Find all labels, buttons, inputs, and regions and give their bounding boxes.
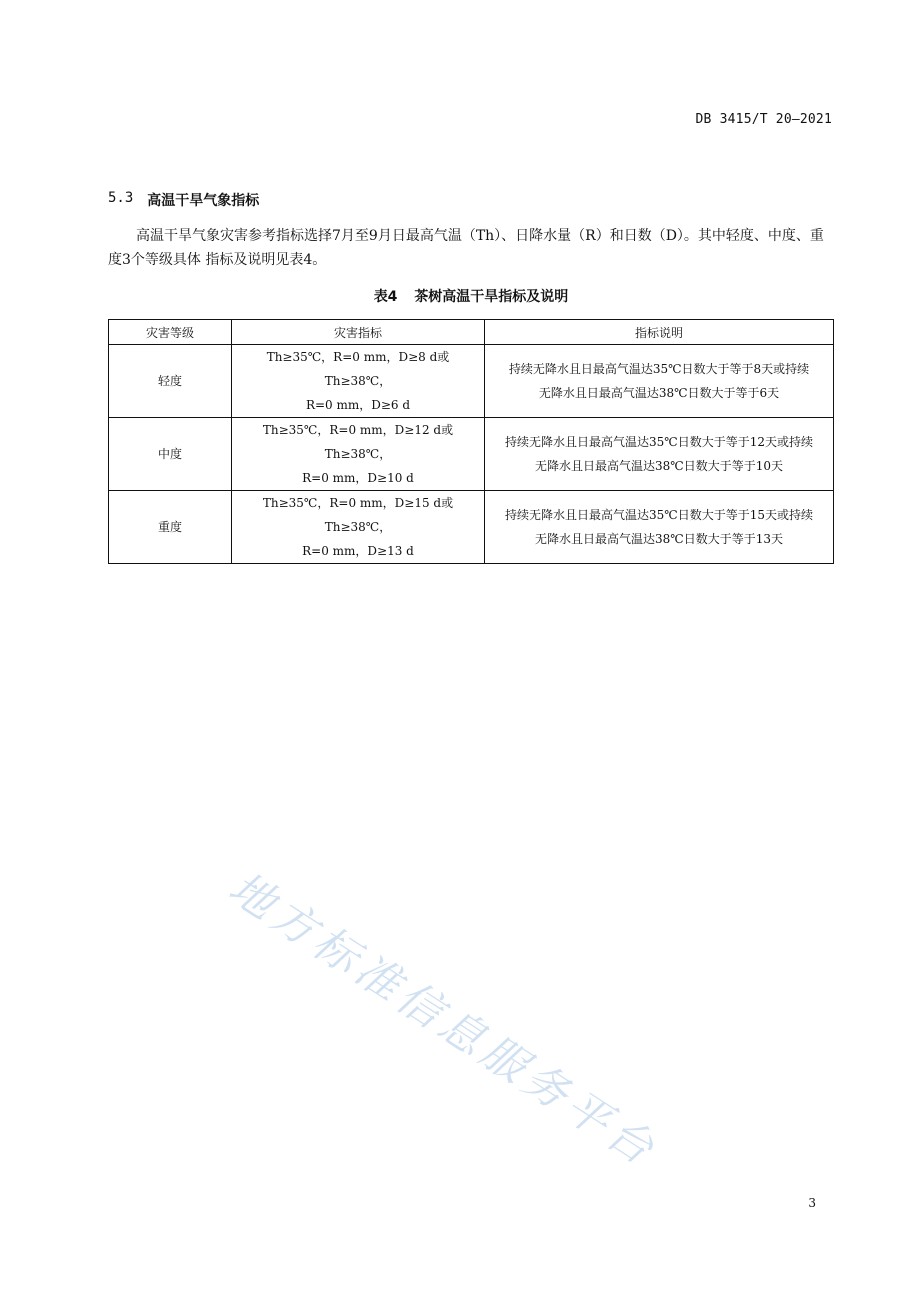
description-line: 持续无降水且日最高气温达35℃日数大于等于15天或持续 [505,508,813,522]
section-heading [108,190,259,210]
description-line: 无降水且日最高气温达38℃日数大于等于13天 [535,532,783,546]
indicator-line: R=0 mm，D≥10 d [302,471,414,485]
document-code: DB 3415/T 20—2021 [695,112,832,127]
indicator-line: Th≥35℃，R=0 mm，D≥15 d或Th≥38℃， [262,496,454,534]
description-line: 无降水且日最高气温达38℃日数大于等于10天 [535,459,783,473]
table-row [109,418,834,491]
description-cell [485,491,834,564]
page-number: 3 [808,1196,816,1210]
description-line: 持续无降水且日最高气温达35℃日数大于等于8天或持续 [508,362,810,376]
indicator-cell [232,418,485,491]
indicator-line: Th≥35℃，R=0 mm，D≥8 d或Th≥38℃， [266,350,450,388]
indicator-table [108,319,834,564]
section-title: 高温干旱气象指标 [147,193,260,209]
indicator-cell [232,345,485,418]
header-level: 灾害等级 [109,320,232,345]
level-cell: 中度 [109,418,232,491]
indicator-line: R=0 mm，D≥6 d [305,398,411,412]
indicator-line: Th≥35℃，R=0 mm，D≥12 d或Th≥38℃， [262,423,454,461]
indicator-line: R=0 mm，D≥13 d [302,544,414,558]
table-caption-title: 茶树高温干旱指标及说明 [414,289,569,305]
table-caption-label: 表4 [373,289,398,305]
header-indicator: 灾害指标 [232,320,485,345]
table-header-row [109,320,834,345]
description-line: 无降水且日最高气温达38℃日数大于等于6天 [538,386,780,400]
description-line: 持续无降水且日最高气温达35℃日数大于等于12天或持续 [505,435,813,449]
level-cell: 轻度 [109,345,232,418]
table-row [109,345,834,418]
indicator-cell [232,491,485,564]
description-cell [485,345,834,418]
description-cell [485,418,834,491]
section-paragraph: 高温干旱气象灾害参考指标选择7月至9月日最高气温（Th）、日降水量（R）和日数（D）。其中轻度、中度、重度3个等级具体 指标及说明见表4。 [108,228,824,268]
table-row [109,491,834,564]
level-cell: 重度 [109,491,232,564]
table-caption [108,286,834,306]
watermark: 地方标准信息服务平台 [219,862,667,1178]
section-number: 5.3 [108,190,134,206]
header-description: 指标说明 [485,320,834,345]
